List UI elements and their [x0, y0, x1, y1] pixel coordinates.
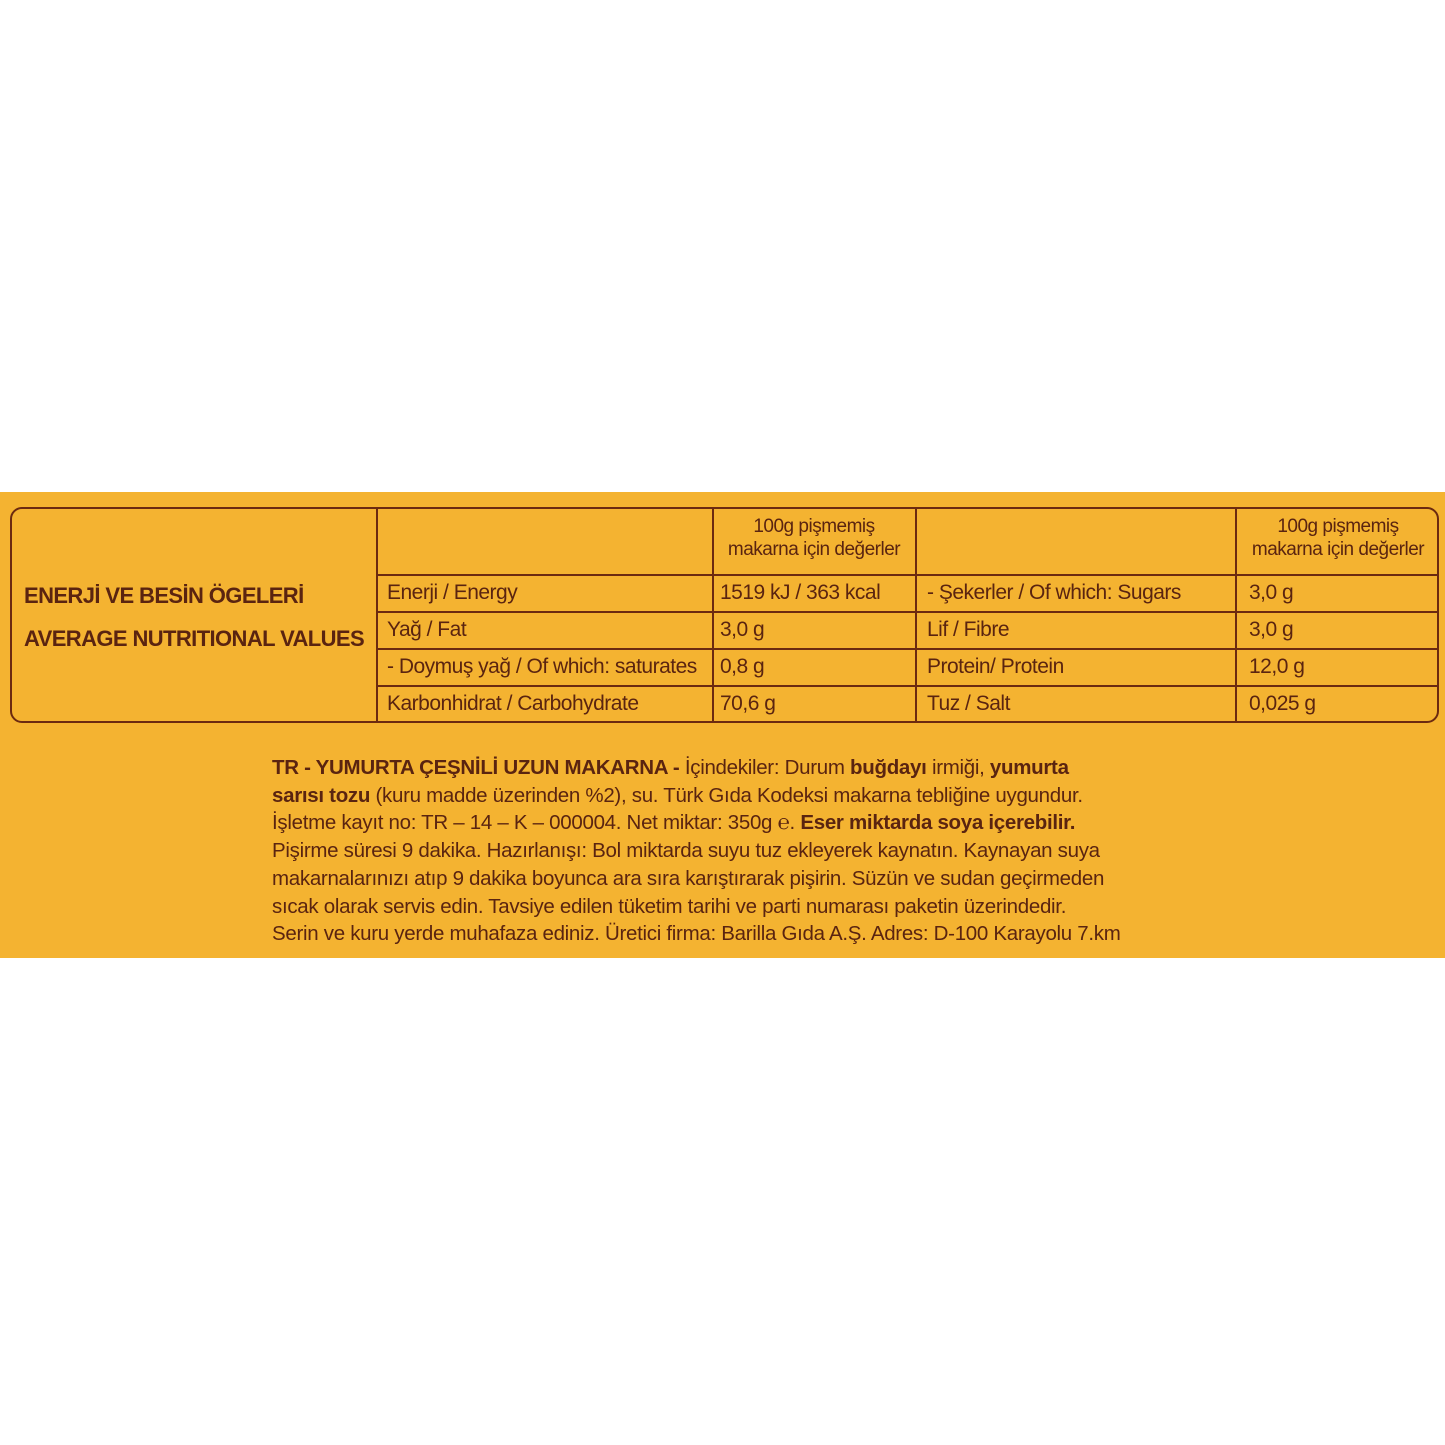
column-header-line: 100g pişmemiş [753, 516, 875, 537]
row-value-protein: 12,0 g [1249, 655, 1305, 678]
column-header-right [1237, 515, 1439, 561]
nutrition-table [10, 507, 1439, 723]
allergen-wheat: buğdayı [850, 756, 927, 779]
ingredients-rest: (kuru madde üzerinden %2), su. Türk Gıda Kodeksi makarna tebliğine uygundur. [370, 783, 1083, 807]
row-label-fat: Yağ / Fat [387, 618, 467, 641]
table-divider [376, 509, 378, 721]
row-value-energy: 1519 kJ / 363 kcal [720, 581, 881, 604]
soy-warning: Eser miktarda soya içerebilir. [800, 811, 1076, 835]
product-title: TR - YUMURTA ÇEŞNİLİ UZUN MAKARNA - [272, 756, 680, 779]
row-value-sugars: 3,0 g [1249, 581, 1294, 604]
row-value-fat: 3,0 g [720, 618, 765, 641]
ingredients-intro: İçindekiler: Durum [679, 756, 851, 779]
table-divider [376, 574, 1437, 576]
column-header-line: 100g pişmemiş [1277, 516, 1399, 537]
heading-tr: ENERJİ VE BESİN ÖGELERİ [24, 583, 304, 608]
table-divider [376, 685, 1437, 687]
row-label-fibre: Lif / Fibre [927, 618, 1010, 641]
column-header-line: makarna için değerler [1251, 539, 1425, 560]
row-value-salt: 0,025 g [1249, 692, 1316, 715]
registration-text: İşletme kayıt no: TR – 14 – K – 000004. Net miktar: 350g ℮. [272, 811, 801, 835]
description-line [272, 754, 1202, 782]
description-line [272, 809, 1202, 837]
row-label-carbohydrate: Karbonhidrat / Carbohydrate [387, 692, 639, 715]
table-divider [915, 509, 917, 721]
column-header-line: makarna için değerler [727, 539, 901, 560]
serving-info-line: sıcak olarak servis edin. Tavsiye edilen tüketim tarihi ve parti numarası paketin üzerindedir. [272, 894, 1067, 918]
row-label-saturates: - Doymuş yağ / Of which: saturates [387, 655, 697, 678]
row-label-protein: Protein/ Protein [927, 655, 1064, 678]
table-divider [376, 611, 1437, 613]
row-value-saturates: 0,8 g [720, 655, 765, 678]
ingredients-mid: irmiği, [926, 756, 990, 779]
product-description [272, 754, 1202, 948]
row-label-sugars: - Şekerler / Of which: Sugars [927, 581, 1181, 604]
allergen-egg-continued: sarısı tozu [272, 783, 371, 807]
row-value-carbohydrate: 70,6 g [720, 692, 776, 715]
allergen-egg: yumurta [989, 756, 1069, 779]
table-divider [376, 648, 1437, 650]
description-line [272, 782, 1202, 810]
storage-manufacturer-line: Serin ve kuru yerde muhafaza ediniz. Üretici firma: Barilla Gıda A.Ş. Adres: D-100 Karayolu 7.km [272, 922, 1121, 946]
cooking-instructions-line: Pişirme süresi 9 dakika. Hazırlanışı: Bol miktarda suyu tuz ekleyerek kaynatın. Kaynayan suya [272, 839, 1100, 863]
row-label-energy: Enerji / Energy [387, 581, 518, 604]
cooking-instructions-line: makarnalarınızı atıp 9 dakika boyunca ara sıra karıştırarak pişirin. Süzün ve sudan geçirmeden [272, 866, 1105, 890]
row-value-fibre: 3,0 g [1249, 618, 1294, 641]
nutrition-label-band [0, 492, 1445, 958]
heading-en: AVERAGE NUTRITIONAL VALUES [24, 626, 365, 651]
row-label-salt: Tuz / Salt [927, 692, 1010, 715]
column-header-left [714, 515, 914, 561]
